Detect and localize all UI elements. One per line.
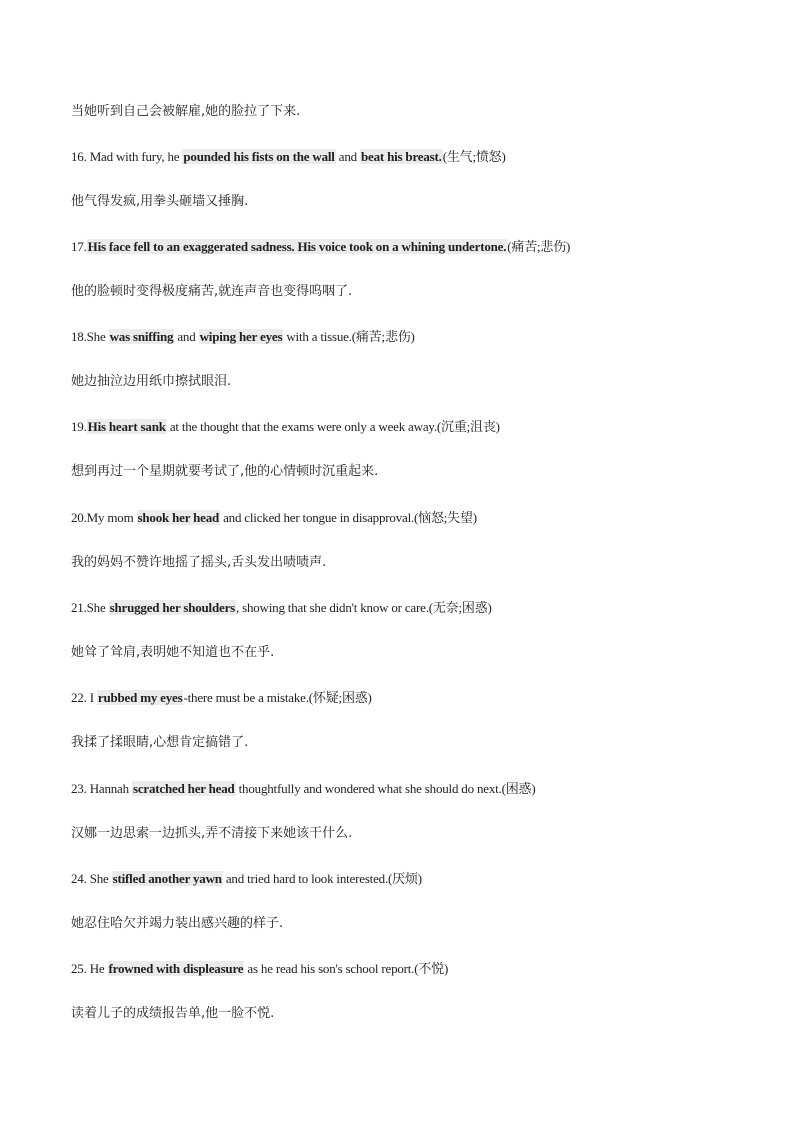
translation-line	[71, 463, 378, 481]
text-segment: 我揉了揉眼睛,心想肯定搞错了.	[71, 735, 249, 750]
example-sentence	[71, 780, 535, 798]
translation-line	[71, 1005, 274, 1023]
text-segment: (痛苦;悲伤)	[507, 239, 571, 254]
translation-line	[71, 283, 352, 301]
text-segment: (生气;愤怒)	[442, 149, 506, 164]
example-sentence	[71, 509, 477, 527]
text-segment: and clicked her tongue in disapproval.(恼怒;失望)	[220, 510, 477, 525]
translation-line	[71, 103, 300, 121]
highlighted-phrase: beat his breast.	[361, 149, 442, 164]
highlighted-phrase: pounded his fists on the wall	[183, 149, 335, 164]
text-segment: and	[335, 149, 360, 164]
text-segment: 20.My mom	[71, 510, 137, 525]
translation-line	[71, 554, 326, 572]
highlighted-phrase: scratched her head	[132, 781, 235, 796]
example-sentence	[71, 238, 570, 256]
text-segment: 17.	[71, 239, 87, 254]
highlighted-phrase: shook her head	[137, 510, 220, 525]
text-segment: 她忍住哈欠并竭力装出感兴趣的样子.	[71, 916, 284, 931]
example-sentence	[71, 148, 506, 166]
example-sentence	[71, 870, 422, 888]
text-segment: 18.She	[71, 329, 109, 344]
example-sentence	[71, 328, 415, 346]
text-segment: 21.She	[71, 600, 109, 615]
translation-line	[71, 193, 248, 211]
text-segment: and	[174, 329, 199, 344]
text-segment: 当她听到自己会被解雇,她的脸拉了下来.	[71, 104, 301, 119]
text-segment: at the thought that the exams were only a week away.(沉重;沮丧)	[166, 419, 500, 434]
highlighted-phrase: shrugged her shoulders	[109, 600, 235, 615]
text-segment: 23. Hannah	[71, 781, 132, 796]
text-segment: as he read his son's school report.(不悦)	[244, 961, 449, 976]
highlighted-phrase: was sniffing	[109, 329, 174, 344]
text-segment: 汉娜一边思索一边抓头,弄不清接下来她该干什么.	[71, 826, 353, 841]
translation-line	[71, 373, 231, 391]
text-segment: 22. I	[71, 690, 97, 705]
text-segment: 读着儿子的成绩报告单,他一脸不悦.	[71, 1006, 275, 1021]
translation-line	[71, 644, 274, 662]
translation-line	[71, 825, 352, 843]
text-segment: with a tissue.(痛苦;悲伤)	[283, 329, 415, 344]
example-sentence	[71, 418, 500, 436]
example-sentence	[71, 960, 448, 978]
text-segment: 他的脸顿时变得极度痛苦,就连声音也变得呜咽了.	[71, 284, 353, 299]
text-segment: 她耸了耸肩,表明她不知道也不在乎.	[71, 645, 275, 660]
text-segment: and tried hard to look interested.(厌烦)	[222, 871, 422, 886]
highlighted-phrase: His heart sank	[87, 419, 166, 434]
text-segment: 25. He	[71, 961, 108, 976]
text-segment: 19.	[71, 419, 87, 434]
text-segment: 他气得发疯,用拳头砸墙又捶胸.	[71, 194, 249, 209]
text-segment: 想到再过一个星期就要考试了,他的心情顿时沉重起来.	[71, 464, 379, 479]
highlighted-phrase: stifled another yawn	[112, 871, 222, 886]
text-segment: thoughtfully and wondered what she should do next.(困惑)	[235, 781, 536, 796]
highlighted-phrase: frowned with displeasure	[108, 961, 244, 976]
text-segment: 24. She	[71, 871, 112, 886]
highlighted-phrase: His face fell to an exaggerated sadness. His voice took on a whining undertone.	[87, 239, 507, 254]
text-segment: , showing that she didn't know or care.(无奈;困惑)	[236, 600, 492, 615]
translation-line	[71, 734, 248, 752]
example-sentence	[71, 689, 372, 707]
text-segment: 我的妈妈不赞许地摇了摇头,舌头发出啧啧声.	[71, 555, 327, 570]
text-segment: 16. Mad with fury, he	[71, 149, 183, 164]
highlighted-phrase: wiping her eyes	[199, 329, 283, 344]
text-segment: 她边抽泣边用纸巾擦拭眼泪.	[71, 374, 232, 389]
text-segment: -there must be a mistake.(怀疑;困惑)	[183, 690, 372, 705]
highlighted-phrase: rubbed my eyes	[97, 690, 183, 705]
example-sentence	[71, 599, 492, 617]
translation-line	[71, 915, 283, 933]
